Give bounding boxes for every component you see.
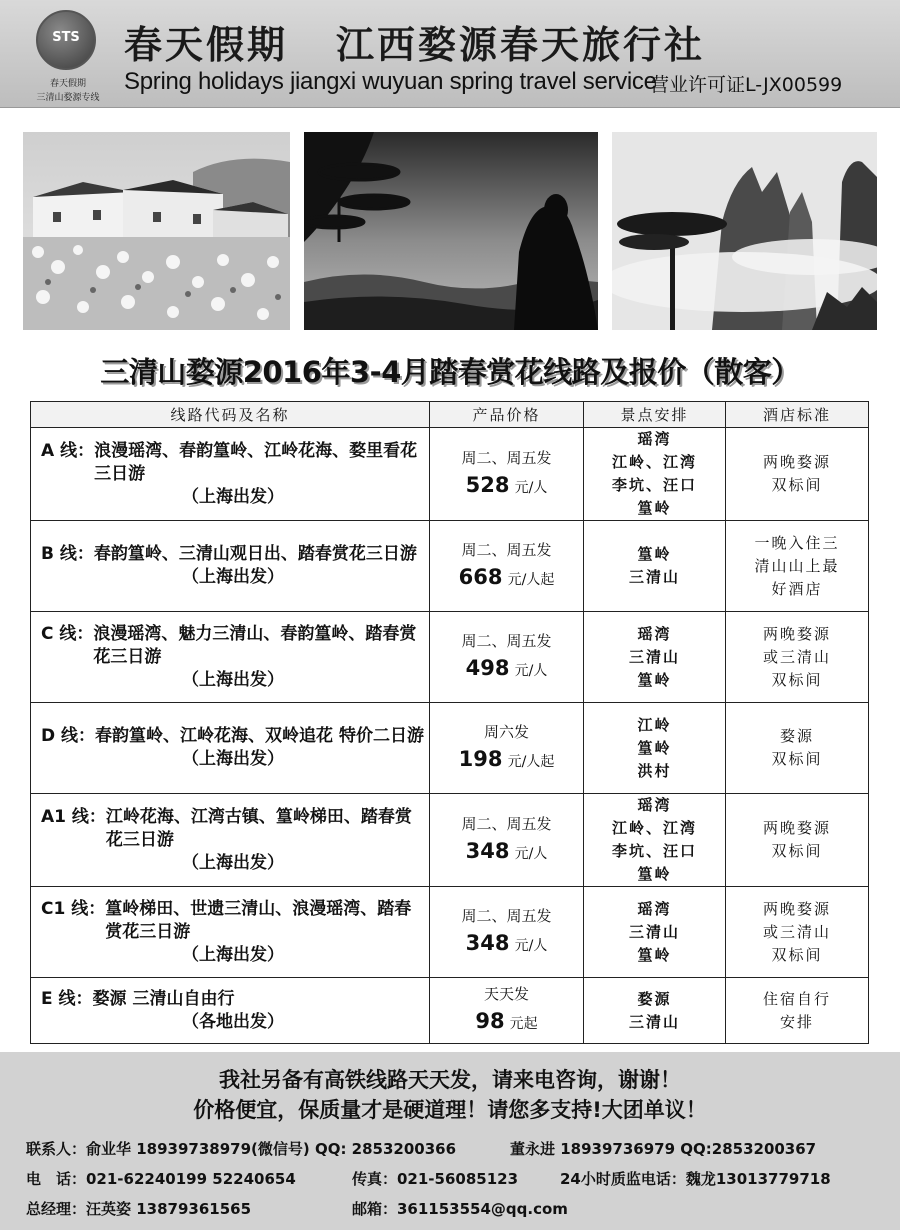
hotel-line: 清山山上最	[754, 556, 840, 575]
price-cell	[430, 978, 584, 1044]
spot-item: 篁岭	[637, 738, 672, 757]
spots-cell	[584, 978, 726, 1044]
route-code: B 线：	[41, 544, 94, 564]
route-code: A1 线：	[41, 806, 106, 827]
logo-subtitle-line: 三清山婺源专线	[36, 93, 100, 103]
footer	[0, 1052, 900, 1230]
table-row	[31, 978, 869, 1044]
price-unit: 元/人	[514, 479, 548, 496]
route-title	[41, 988, 425, 1011]
logo-subtitle: 春天假期	[49, 79, 86, 89]
contact-person-1: 联系人：俞业华 18939738979(微信号) QQ: 2853200366	[26, 1140, 457, 1158]
route-departure: （上海出发）	[182, 852, 284, 873]
spot-item: 江岭、江湾	[611, 453, 697, 471]
spot-item: 李坑、汪口	[611, 476, 697, 494]
spot-item: 瑶湾	[637, 899, 672, 918]
route-name: 江岭花海、江湾古镇、篁岭梯田、踏春赏花三日游	[105, 806, 412, 850]
spots-cell	[584, 428, 726, 521]
hotel-line: 住宿自行	[762, 989, 831, 1008]
route-code: C1 线：	[41, 898, 106, 919]
spots-cell	[584, 887, 726, 978]
brand-name-full: 江西婺源春天旅行社	[336, 22, 706, 67]
contact-fax: 传真：021-56085123	[352, 1170, 519, 1188]
route-code: A 线：	[41, 440, 95, 461]
photo-cloud-pine	[612, 132, 877, 330]
hotel-line: 两晚婺源	[762, 453, 831, 471]
hotel-cell	[726, 794, 869, 887]
spot-item: 江岭、江湾	[611, 819, 697, 837]
logo-text: STS	[52, 30, 80, 45]
contact-phone: 电 话：021-62240199 52240654	[26, 1170, 296, 1188]
spot-item: 瑶湾	[637, 430, 672, 448]
route-title	[41, 543, 425, 566]
departure-days: 周二、周五发	[461, 540, 552, 559]
general-manager: 总经理：汪英姿 13879361565	[26, 1200, 252, 1218]
table-row	[31, 521, 869, 612]
column-header-route: 线路代码及名称	[31, 402, 430, 428]
route-name: 篁岭梯田、世遗三清山、浪漫瑶湾、踏春赏花三日游	[105, 898, 412, 942]
departure-days: 周二、周五发	[461, 631, 552, 650]
spot-item: 篁岭	[637, 545, 672, 563]
route-cell	[31, 521, 430, 612]
price-value: 528	[465, 472, 510, 497]
price-line	[430, 928, 583, 961]
route-code: E 线：	[41, 988, 93, 1009]
price-unit: 元起	[509, 1016, 538, 1032]
table-row	[31, 612, 869, 703]
table-row	[31, 887, 869, 978]
route-title	[41, 725, 425, 748]
price-unit: 元/人起	[507, 753, 555, 770]
route-cell	[31, 887, 430, 978]
spots-cell	[584, 612, 726, 703]
contact-email: 邮箱：361153554@qq.com	[352, 1200, 568, 1218]
route-name: 春韵篁岭、三清山观日出、踏春赏花三日游	[93, 544, 417, 564]
price-value: 98	[475, 1009, 505, 1033]
route-cell	[31, 794, 430, 887]
brand-name-cn	[124, 14, 753, 69]
spot-item: 三清山	[628, 922, 680, 941]
hotel-line: 安排	[779, 1012, 814, 1031]
hotel-cell	[726, 428, 869, 521]
spots-cell	[584, 703, 726, 794]
hotel-cell	[726, 887, 869, 978]
brand-name-short: 春天假期	[124, 22, 289, 67]
spots-cell	[584, 794, 726, 887]
price-cell	[430, 703, 584, 794]
route-title	[41, 440, 425, 486]
spot-item: 三清山	[628, 1012, 680, 1031]
route-departure: （上海出发）	[182, 567, 284, 587]
spot-item: 洪村	[637, 761, 672, 780]
departure-days: 周六发	[483, 722, 529, 741]
slogan-quality: 价格便宜，保质量才是硬道理！请您多支持!大团单议！	[193, 1098, 707, 1122]
route-departure: （上海出发）	[182, 749, 284, 769]
table-row	[31, 703, 869, 794]
price-cell	[430, 612, 584, 703]
spot-item: 三清山	[628, 647, 680, 666]
route-departure: （各地出发）	[182, 1011, 284, 1032]
price-line	[430, 653, 583, 686]
price-line	[430, 744, 583, 777]
hotel-line: 或三清山	[762, 647, 831, 666]
price-line	[430, 562, 583, 595]
route-name: 浪漫瑶湾、魅力三清山、春韵篁岭、踏春赏花三日游	[93, 623, 417, 667]
spot-item: 瑶湾	[637, 796, 672, 814]
hotel-line: 或三清山	[762, 922, 831, 941]
quality-hotline: 24小时质监电话：魏龙13013779718	[560, 1170, 831, 1188]
price-value: 348	[465, 930, 510, 955]
route-code: D 线：	[41, 726, 96, 746]
slogan-high-speed-rail: 我社另备有高铁线路天天发，请来电咨询，谢谢！	[219, 1068, 681, 1092]
route-cell	[31, 978, 430, 1044]
route-departure: （上海出发）	[182, 944, 284, 965]
price-cell	[430, 887, 584, 978]
hotel-line: 两晚婺源	[762, 899, 831, 918]
hotel-line: 好酒店	[771, 579, 823, 598]
column-header-hotel: 酒店标准	[726, 402, 869, 428]
hotel-line: 两晚婺源	[762, 819, 831, 837]
hotel-line: 双标间	[771, 945, 823, 964]
route-name: 浪漫瑶湾、春韵篁岭、江岭花海、婺里看花三日游	[94, 440, 418, 484]
route-cell	[31, 612, 430, 703]
departure-days: 周二、周五发	[461, 906, 552, 925]
company-logo	[30, 6, 110, 104]
route-name: 春韵篁岭、江岭花海、双岭追花 特价二日游	[95, 726, 424, 746]
route-name: 婺源 三清山自由行	[92, 988, 235, 1009]
spot-item: 婺源	[637, 989, 672, 1008]
price-unit: 元/人	[514, 662, 548, 679]
hotel-cell	[726, 521, 869, 612]
contact-person-2: 董永进 18939736979 QQ:2853200367	[510, 1140, 817, 1158]
hotel-line: 双标间	[771, 842, 823, 860]
spot-item: 江岭	[637, 715, 672, 734]
spot-item: 篁岭	[637, 499, 672, 517]
departure-days: 周二、周五发	[461, 814, 552, 833]
spot-item: 三清山	[628, 568, 680, 586]
price-cell	[430, 428, 584, 521]
hotel-line: 婺源	[779, 727, 814, 745]
photo-village-flowers	[23, 132, 290, 330]
route-title	[41, 898, 425, 944]
hotel-line: 一晚入住三	[754, 533, 840, 552]
spots-cell	[584, 521, 726, 612]
price-unit: 元/人起	[507, 571, 555, 588]
route-cell	[31, 703, 430, 794]
route-title	[41, 806, 425, 852]
spot-item: 篁岭	[637, 945, 672, 964]
price-unit: 元/人	[514, 937, 548, 954]
hotel-cell	[726, 978, 869, 1044]
price-line	[430, 470, 583, 503]
route-title	[41, 623, 425, 669]
photo-mountain-silhouette	[304, 132, 598, 330]
departure-days: 周二、周五发	[461, 448, 552, 467]
column-header-spots: 景点安排	[584, 402, 726, 428]
table-row	[31, 428, 869, 521]
price-value: 348	[465, 838, 510, 863]
page-title: 三清山婺源2016年3-4月踏春赏花线路及报价（散客）	[100, 355, 800, 389]
hotel-cell	[726, 612, 869, 703]
table-header-row	[31, 402, 869, 428]
price-cell	[430, 794, 584, 887]
route-cell	[31, 428, 430, 521]
table-row	[31, 794, 869, 887]
price-value: 668	[458, 564, 503, 589]
spot-item: 李坑、汪口	[611, 842, 697, 860]
price-cell	[430, 521, 584, 612]
price-value: 498	[465, 655, 510, 680]
price-value: 198	[458, 746, 503, 771]
route-departure: （上海出发）	[182, 669, 284, 690]
header-banner	[0, 0, 900, 108]
hotel-line: 两晚婺源	[762, 624, 831, 643]
price-unit: 元/人	[514, 845, 548, 862]
business-license: 营业许可证L-JX00599	[650, 74, 843, 96]
route-code: C 线：	[41, 623, 94, 644]
price-line	[430, 836, 583, 869]
price-line	[430, 1006, 583, 1039]
departure-days: 天天发	[483, 985, 529, 1003]
spot-item: 篁岭	[637, 670, 672, 689]
column-header-price: 产品价格	[430, 402, 584, 428]
spot-item: 瑶湾	[637, 624, 672, 643]
hotel-line: 双标间	[771, 476, 823, 494]
hotel-line: 双标间	[771, 750, 823, 768]
hotel-cell	[726, 703, 869, 794]
spot-item: 篁岭	[637, 865, 672, 883]
hotel-line: 双标间	[771, 670, 823, 689]
routes-table	[30, 401, 869, 1044]
brand-name-en: Spring holidays jiangxi wuyuan spring travel service	[124, 68, 657, 95]
route-departure: （上海出发）	[182, 486, 284, 507]
